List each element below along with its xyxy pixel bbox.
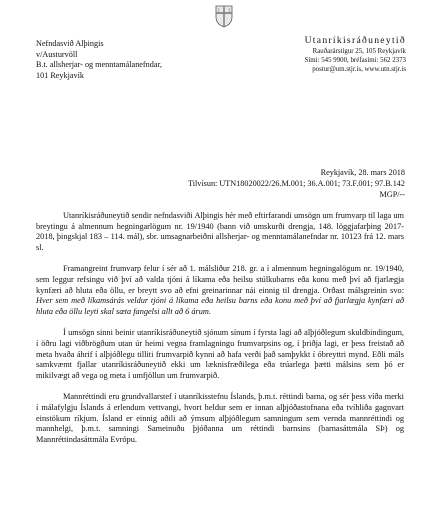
sender-street: Rauðarárstígur 25, 105 Reykjavík [312,48,406,55]
paragraph-scope: Í umsögn sinni beinir utanríkisráðuneytið sjónum sínum í fyrsta lagi að alþjóðlegum skuldbindingum, í öðru lagi viðbrögðum utan úr heimi vegna framlagningu frumvarpsins og, í þriðja lagi, er þess freistað að meta hvaða áhrif í alþjóðlegu tilliti frumvarpið kynni að hafa verði það samþykkt í óbreyttri mynd. Eðli máls samkvæmt fjallar utanríkisráðuneytið ekki um læknisfræðilega eða trúarlega þætti málsins sem þó er mikilvægt að vega og meta í umfjöllun um frumvarpið. [36,328,404,381]
addressee-line: v/Austurvöll [36,49,78,59]
paragraph-bill [36,264,404,318]
coat-of-arms-icon [214,5,234,28]
quoted-provision: Hver sem með líkamsárás veldur tjóni á líkama eða heilsu barns eða konu með því að fjarlægja kynfæri að hluta eða öllu leyti skal sæta fangelsi allt að 6 árum. [36,296,404,317]
addressee-line: Nefndasvið Alþingis [36,39,104,48]
addressee-line: 101 Reykjavík [36,70,84,80]
addressee-line: B.t. allsherjar- og menntamálanefndar, [36,60,162,70]
sender-phone: Sími: 545 9900, bréfasími: 562 2373 [304,57,406,65]
ministry-name: Utanríkisráðuneytið [304,35,406,46]
dateline: Reykjavík, 28. mars 2018 [320,168,405,177]
reference-number: Tilvísun: UTN18020022/26.M.001; 36.A.001; 73.F.001; 97.B.142 [188,179,405,188]
addressee-block [36,39,226,81]
sender-web: postur@utn.stjr.is, www.utn.stjr.is [312,66,406,74]
paragraph-human-rights: Mannréttindi eru grundvallarstef í utanríkisstefnu Íslands, þ.m.t. réttindi barna, og sér þess víða merki í málafylgju Íslands á erlendum vettvangi, hvort heldur sem er innan alþjóðastofnana eða tvíhliða gagnvart einstökum ríkjum. Ísland er einnig aðili að ýmsum alþjóðlegum samningum sem vernda mannréttindi og mannhelgi, þ.m.t. samningi Sameinuðu þjóðanna um réttindi barnsins (barnasáttmála SÞ) og Mannréttindasáttmála Evrópu. [36,392,404,445]
letter-body [36,211,404,456]
initials: MGP/-- [379,190,405,199]
sender-block [266,34,406,75]
paragraph-bill-text: Framangreint frumvarp felur í sér að 1. málsliður 218. gr. a í almennum hegningalögum nr. 19/1940, sem leggur refsingu við því að valda tjóni á líkama eða heilsu stúlkubarns eða konu með því að fjarlægja kynfæri að hluta eða öllu, er breytt svo að efni greinarinnar nái einnig til drengja. Orðast málsgreinin svo: [36,264,404,295]
paragraph-intro: Utanríkisráðuneytið sendir nefndasviði Alþingis hér með eftirfarandi umsögn um frumvarp til laga um breytingu á almennum hegningarlögum nr. 19/1940 (bann við umskurði drengja, 148. löggjafarþing 2017-2018, þingskjal 183 – 114. mál), sbr. umsagnarbeiðni allsherjar- og menntamálanefndar nr. 10123 frá 12. mars sl. [36,211,404,253]
